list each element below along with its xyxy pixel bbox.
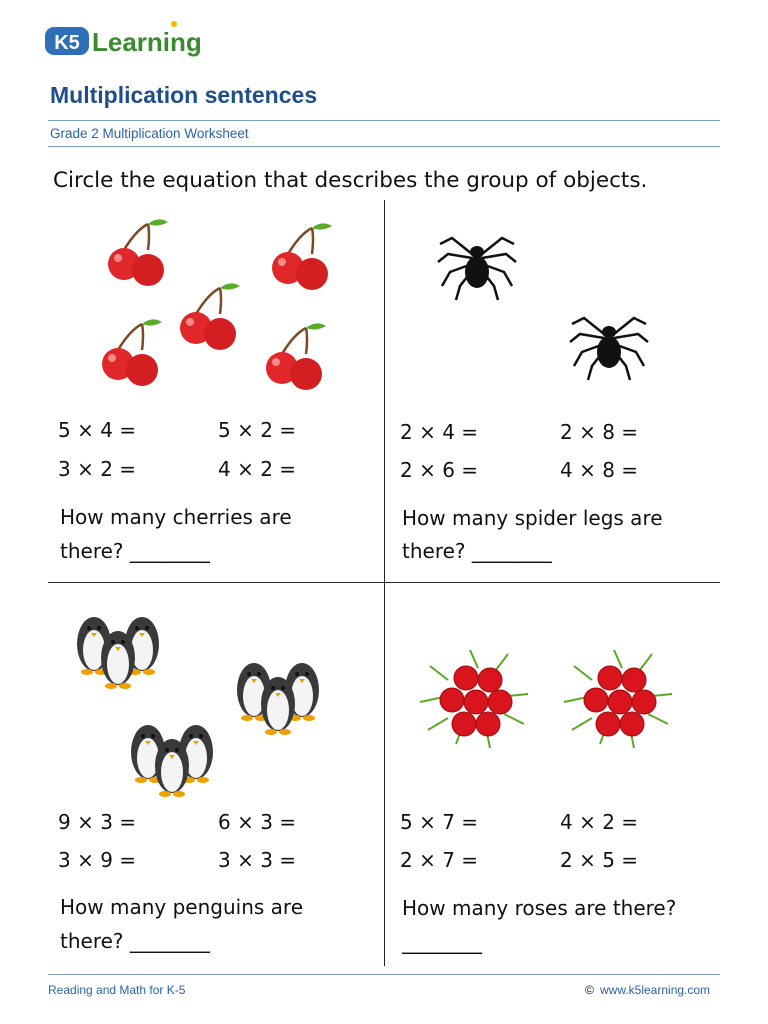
logo-word: Learning	[92, 27, 202, 57]
penguin-group-icon	[77, 617, 159, 689]
subtitle-rule	[48, 146, 720, 147]
vertical-divider	[384, 200, 385, 966]
equation-option[interactable]: 3 × 2 =	[58, 457, 137, 481]
equation-option[interactable]: 6 × 3 =	[218, 810, 297, 834]
cherry-icon	[102, 319, 162, 386]
instruction: Circle the equation that describes the group of objects.	[53, 168, 648, 193]
cherry-icon	[266, 323, 326, 390]
cherry-icon	[108, 219, 168, 286]
equation-option[interactable]: 2 × 6 =	[400, 458, 479, 482]
roses-picture	[420, 640, 690, 760]
horizontal-divider	[48, 582, 720, 583]
equation-option[interactable]: 4 × 2 =	[218, 457, 297, 481]
question-cherries: How many cherries are	[60, 505, 292, 529]
equation-option[interactable]: 5 × 4 =	[58, 418, 137, 442]
equation-option[interactable]: 3 × 9 =	[58, 848, 137, 872]
equation-option[interactable]: 9 × 3 =	[58, 810, 137, 834]
logo-mark: K5	[54, 32, 80, 54]
copyright-symbol: ©	[585, 983, 594, 997]
cherry-icon	[272, 223, 332, 290]
answer-blank-penguins[interactable]: there? ________	[60, 929, 210, 953]
roses-bunch-icon	[564, 650, 672, 748]
equation-option[interactable]: 2 × 4 =	[400, 420, 479, 444]
k5-learning-logo	[44, 18, 214, 62]
equation-option[interactable]: 4 × 2 =	[560, 810, 639, 834]
page-title: Multiplication sentences	[50, 82, 318, 108]
spider-icon	[570, 318, 648, 380]
footer-rule	[48, 974, 720, 975]
cherries-picture	[80, 210, 350, 400]
footer-tagline: Reading and Math for K-5	[48, 983, 186, 997]
penguin-group-icon	[237, 663, 319, 735]
equation-option[interactable]: 3 × 3 =	[218, 848, 297, 872]
equation-option[interactable]: 2 × 5 =	[560, 848, 639, 872]
equation-option[interactable]: 5 × 7 =	[400, 810, 479, 834]
question-roses: How many roses are there?	[402, 896, 677, 920]
page-subtitle: Grade 2 Multiplication Worksheet	[50, 126, 249, 141]
roses-bunch-icon	[420, 650, 528, 748]
question-penguins: How many penguins are	[60, 895, 303, 919]
footer-site-link[interactable]: www.k5learning.com	[600, 983, 711, 997]
answer-blank-roses[interactable]: ________	[402, 930, 482, 954]
answer-blank-spiders[interactable]: there? ________	[402, 539, 552, 563]
equation-option[interactable]: 4 × 8 =	[560, 458, 639, 482]
spider-icon	[438, 238, 516, 300]
equation-option[interactable]: 5 × 2 =	[218, 418, 297, 442]
penguin-group-icon	[131, 725, 213, 797]
header-rule	[48, 120, 720, 121]
answer-blank-cherries[interactable]: there? ________	[60, 539, 210, 563]
cherry-icon	[180, 283, 240, 350]
penguins-picture	[70, 600, 330, 800]
question-spiders: How many spider legs are	[402, 506, 663, 530]
spiders-picture	[430, 220, 660, 390]
equation-option[interactable]: 2 × 7 =	[400, 848, 479, 872]
equation-option[interactable]: 2 × 8 =	[560, 420, 639, 444]
